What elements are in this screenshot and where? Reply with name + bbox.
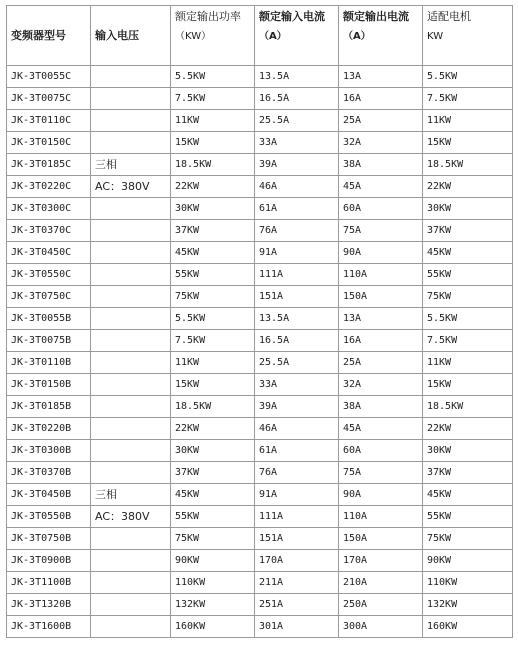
cell-model: JK-3T0150C bbox=[7, 132, 91, 154]
cell-rated-input-current: 301A bbox=[255, 616, 339, 638]
cell-motor: 7.5KW bbox=[423, 330, 513, 352]
cell-motor: 22KW bbox=[423, 418, 513, 440]
cell-rated-power: 30KW bbox=[171, 198, 255, 220]
cell-model: JK-3T1100B bbox=[7, 572, 91, 594]
cell-input-voltage bbox=[91, 330, 171, 352]
cell-input-voltage bbox=[91, 66, 171, 88]
cell-rated-power: 45KW bbox=[171, 242, 255, 264]
cell-rated-power: 5.5KW bbox=[171, 308, 255, 330]
cell-motor: 75KW bbox=[423, 286, 513, 308]
table-row bbox=[7, 220, 513, 242]
cell-rated-input-current: 25.5A bbox=[255, 110, 339, 132]
cell-rated-input-current: 39A bbox=[255, 396, 339, 418]
cell-motor: 55KW bbox=[423, 506, 513, 528]
table-row bbox=[7, 528, 513, 550]
cell-rated-input-current: 13.5A bbox=[255, 308, 339, 330]
cell-model: JK-3T0075B bbox=[7, 330, 91, 352]
header-rated-input-current-unit: （A） bbox=[259, 31, 287, 42]
table-row bbox=[7, 594, 513, 616]
cell-model: JK-3T0450B bbox=[7, 484, 91, 506]
cell-motor: 11KW bbox=[423, 352, 513, 374]
cell-input-voltage bbox=[91, 110, 171, 132]
cell-rated-output-current: 45A bbox=[339, 176, 423, 198]
cell-rated-power: 75KW bbox=[171, 528, 255, 550]
inverter-spec-table bbox=[6, 5, 513, 638]
table-row bbox=[7, 110, 513, 132]
cell-input-voltage bbox=[91, 308, 171, 330]
cell-motor: 160KW bbox=[423, 616, 513, 638]
cell-rated-input-current: 151A bbox=[255, 528, 339, 550]
cell-rated-input-current: 25.5A bbox=[255, 352, 339, 374]
cell-input-voltage bbox=[91, 198, 171, 220]
cell-rated-output-current: 75A bbox=[339, 220, 423, 242]
cell-rated-input-current: 46A bbox=[255, 176, 339, 198]
cell-rated-power: 7.5KW bbox=[171, 330, 255, 352]
cell-rated-power: 160KW bbox=[171, 616, 255, 638]
cell-motor: 55KW bbox=[423, 264, 513, 286]
cell-input-voltage bbox=[91, 594, 171, 616]
cell-input-voltage bbox=[91, 286, 171, 308]
cell-input-voltage: AC：380V bbox=[91, 176, 171, 198]
cell-input-voltage: AC：380V bbox=[91, 506, 171, 528]
table-row bbox=[7, 88, 513, 110]
cell-motor: 37KW bbox=[423, 220, 513, 242]
cell-rated-power: 55KW bbox=[171, 264, 255, 286]
cell-input-voltage bbox=[91, 418, 171, 440]
cell-input-voltage: 三相 bbox=[91, 484, 171, 506]
cell-input-voltage bbox=[91, 242, 171, 264]
table-row bbox=[7, 154, 513, 176]
cell-rated-power: 7.5KW bbox=[171, 88, 255, 110]
cell-rated-output-current: 32A bbox=[339, 132, 423, 154]
cell-rated-power: 45KW bbox=[171, 484, 255, 506]
cell-rated-output-current: 32A bbox=[339, 374, 423, 396]
cell-rated-input-current: 76A bbox=[255, 462, 339, 484]
cell-rated-input-current: 111A bbox=[255, 264, 339, 286]
cell-motor: 18.5KW bbox=[423, 396, 513, 418]
table-header bbox=[7, 6, 513, 66]
cell-rated-power: 90KW bbox=[171, 550, 255, 572]
cell-rated-output-current: 16A bbox=[339, 88, 423, 110]
cell-motor: 18.5KW bbox=[423, 154, 513, 176]
table-body bbox=[7, 66, 513, 638]
cell-rated-input-current: 61A bbox=[255, 440, 339, 462]
cell-motor: 132KW bbox=[423, 594, 513, 616]
cell-rated-power: 132KW bbox=[171, 594, 255, 616]
cell-motor: 15KW bbox=[423, 374, 513, 396]
cell-motor: 7.5KW bbox=[423, 88, 513, 110]
cell-rated-power: 75KW bbox=[171, 286, 255, 308]
cell-motor: 45KW bbox=[423, 242, 513, 264]
header-row bbox=[7, 6, 513, 66]
table-row bbox=[7, 330, 513, 352]
cell-rated-input-current: 46A bbox=[255, 418, 339, 440]
cell-input-voltage: 三相 bbox=[91, 154, 171, 176]
cell-rated-power: 22KW bbox=[171, 418, 255, 440]
cell-motor: 37KW bbox=[423, 462, 513, 484]
cell-input-voltage bbox=[91, 528, 171, 550]
table-row bbox=[7, 396, 513, 418]
table-row bbox=[7, 352, 513, 374]
cell-motor: 5.5KW bbox=[423, 308, 513, 330]
header-motor-unit: KW bbox=[427, 31, 444, 42]
cell-motor: 30KW bbox=[423, 198, 513, 220]
cell-rated-output-current: 45A bbox=[339, 418, 423, 440]
cell-model: JK-3T0075C bbox=[7, 88, 91, 110]
cell-rated-input-current: 76A bbox=[255, 220, 339, 242]
header-rated-output-current-label: 额定输出电流 bbox=[343, 10, 409, 23]
header-rated-input-current bbox=[255, 6, 339, 66]
cell-rated-input-current: 91A bbox=[255, 242, 339, 264]
cell-model: JK-3T0055B bbox=[7, 308, 91, 330]
cell-motor: 90KW bbox=[423, 550, 513, 572]
table-row bbox=[7, 132, 513, 154]
cell-motor: 22KW bbox=[423, 176, 513, 198]
table-row bbox=[7, 264, 513, 286]
cell-input-voltage bbox=[91, 220, 171, 242]
cell-model: JK-3T0370C bbox=[7, 220, 91, 242]
cell-rated-input-current: 211A bbox=[255, 572, 339, 594]
cell-rated-output-current: 60A bbox=[339, 440, 423, 462]
cell-model: JK-3T0300C bbox=[7, 198, 91, 220]
cell-rated-output-current: 210A bbox=[339, 572, 423, 594]
table-row bbox=[7, 462, 513, 484]
cell-rated-power: 55KW bbox=[171, 506, 255, 528]
cell-rated-output-current: 150A bbox=[339, 528, 423, 550]
cell-model: JK-3T0110B bbox=[7, 352, 91, 374]
cell-model: JK-3T0370B bbox=[7, 462, 91, 484]
cell-rated-input-current: 61A bbox=[255, 198, 339, 220]
cell-rated-output-current: 90A bbox=[339, 242, 423, 264]
table-row bbox=[7, 572, 513, 594]
header-model: 变频器型号 bbox=[7, 6, 91, 66]
cell-model: JK-3T1600B bbox=[7, 616, 91, 638]
cell-rated-power: 110KW bbox=[171, 572, 255, 594]
cell-rated-input-current: 16.5A bbox=[255, 88, 339, 110]
cell-rated-input-current: 251A bbox=[255, 594, 339, 616]
cell-input-voltage bbox=[91, 396, 171, 418]
cell-rated-output-current: 110A bbox=[339, 264, 423, 286]
cell-rated-output-current: 170A bbox=[339, 550, 423, 572]
cell-model: JK-3T0750C bbox=[7, 286, 91, 308]
cell-rated-output-current: 25A bbox=[339, 110, 423, 132]
cell-model: JK-3T0185B bbox=[7, 396, 91, 418]
table-row bbox=[7, 484, 513, 506]
cell-motor: 45KW bbox=[423, 484, 513, 506]
cell-rated-power: 30KW bbox=[171, 440, 255, 462]
header-input-voltage: 输入电压 bbox=[91, 6, 171, 66]
table-row bbox=[7, 286, 513, 308]
cell-model: JK-3T0220B bbox=[7, 418, 91, 440]
table-row bbox=[7, 66, 513, 88]
cell-rated-input-current: 13.5A bbox=[255, 66, 339, 88]
cell-input-voltage bbox=[91, 374, 171, 396]
cell-motor: 30KW bbox=[423, 440, 513, 462]
cell-rated-input-current: 91A bbox=[255, 484, 339, 506]
cell-rated-output-current: 16A bbox=[339, 330, 423, 352]
table-row bbox=[7, 242, 513, 264]
cell-input-voltage bbox=[91, 264, 171, 286]
cell-rated-input-current: 151A bbox=[255, 286, 339, 308]
table-row bbox=[7, 616, 513, 638]
header-rated-output-power-label: 额定输出功率 bbox=[175, 10, 241, 23]
cell-rated-output-current: 110A bbox=[339, 506, 423, 528]
cell-rated-power: 18.5KW bbox=[171, 154, 255, 176]
cell-motor: 110KW bbox=[423, 572, 513, 594]
cell-rated-output-current: 75A bbox=[339, 462, 423, 484]
cell-rated-output-current: 25A bbox=[339, 352, 423, 374]
cell-rated-power: 11KW bbox=[171, 352, 255, 374]
cell-input-voltage bbox=[91, 550, 171, 572]
cell-rated-output-current: 38A bbox=[339, 396, 423, 418]
cell-rated-output-current: 90A bbox=[339, 484, 423, 506]
cell-rated-power: 5.5KW bbox=[171, 66, 255, 88]
cell-input-voltage bbox=[91, 440, 171, 462]
cell-motor: 15KW bbox=[423, 132, 513, 154]
header-rated-input-current-label: 额定输入电流 bbox=[259, 10, 325, 23]
cell-rated-input-current: 39A bbox=[255, 154, 339, 176]
cell-input-voltage bbox=[91, 462, 171, 484]
cell-motor: 75KW bbox=[423, 528, 513, 550]
cell-model: JK-3T0550B bbox=[7, 506, 91, 528]
cell-model: JK-3T0150B bbox=[7, 374, 91, 396]
cell-input-voltage bbox=[91, 88, 171, 110]
cell-rated-output-current: 250A bbox=[339, 594, 423, 616]
cell-model: JK-3T0750B bbox=[7, 528, 91, 550]
cell-rated-power: 37KW bbox=[171, 220, 255, 242]
cell-model: JK-3T0220C bbox=[7, 176, 91, 198]
table-row bbox=[7, 550, 513, 572]
table-row bbox=[7, 374, 513, 396]
cell-rated-power: 18.5KW bbox=[171, 396, 255, 418]
cell-rated-input-current: 33A bbox=[255, 374, 339, 396]
table-row bbox=[7, 176, 513, 198]
header-motor bbox=[423, 6, 513, 66]
header-motor-label: 适配电机 bbox=[427, 10, 471, 23]
table-row bbox=[7, 506, 513, 528]
cell-model: JK-3T0300B bbox=[7, 440, 91, 462]
cell-input-voltage bbox=[91, 352, 171, 374]
cell-rated-power: 11KW bbox=[171, 110, 255, 132]
cell-rated-output-current: 60A bbox=[339, 198, 423, 220]
cell-rated-power: 37KW bbox=[171, 462, 255, 484]
table-row bbox=[7, 308, 513, 330]
cell-input-voltage bbox=[91, 616, 171, 638]
cell-model: JK-3T0550C bbox=[7, 264, 91, 286]
cell-model: JK-3T0055C bbox=[7, 66, 91, 88]
cell-rated-input-current: 170A bbox=[255, 550, 339, 572]
cell-rated-input-current: 111A bbox=[255, 506, 339, 528]
cell-rated-output-current: 13A bbox=[339, 66, 423, 88]
cell-rated-output-current: 300A bbox=[339, 616, 423, 638]
cell-model: JK-3T0900B bbox=[7, 550, 91, 572]
table-row bbox=[7, 440, 513, 462]
cell-rated-input-current: 16.5A bbox=[255, 330, 339, 352]
header-rated-output-power-unit: （KW） bbox=[175, 31, 212, 42]
cell-motor: 5.5KW bbox=[423, 66, 513, 88]
table-row bbox=[7, 198, 513, 220]
cell-model: JK-3T0450C bbox=[7, 242, 91, 264]
cell-model: JK-3T0110C bbox=[7, 110, 91, 132]
cell-input-voltage bbox=[91, 572, 171, 594]
cell-rated-power: 15KW bbox=[171, 132, 255, 154]
table-row bbox=[7, 418, 513, 440]
cell-motor: 11KW bbox=[423, 110, 513, 132]
header-rated-output-current-unit: （A） bbox=[343, 31, 371, 42]
cell-input-voltage bbox=[91, 132, 171, 154]
header-rated-output-power bbox=[171, 6, 255, 66]
cell-rated-output-current: 150A bbox=[339, 286, 423, 308]
cell-model: JK-3T0185C bbox=[7, 154, 91, 176]
cell-rated-power: 22KW bbox=[171, 176, 255, 198]
cell-rated-output-current: 38A bbox=[339, 154, 423, 176]
cell-rated-input-current: 33A bbox=[255, 132, 339, 154]
cell-rated-power: 15KW bbox=[171, 374, 255, 396]
cell-rated-output-current: 13A bbox=[339, 308, 423, 330]
header-rated-output-current bbox=[339, 6, 423, 66]
cell-model: JK-3T1320B bbox=[7, 594, 91, 616]
